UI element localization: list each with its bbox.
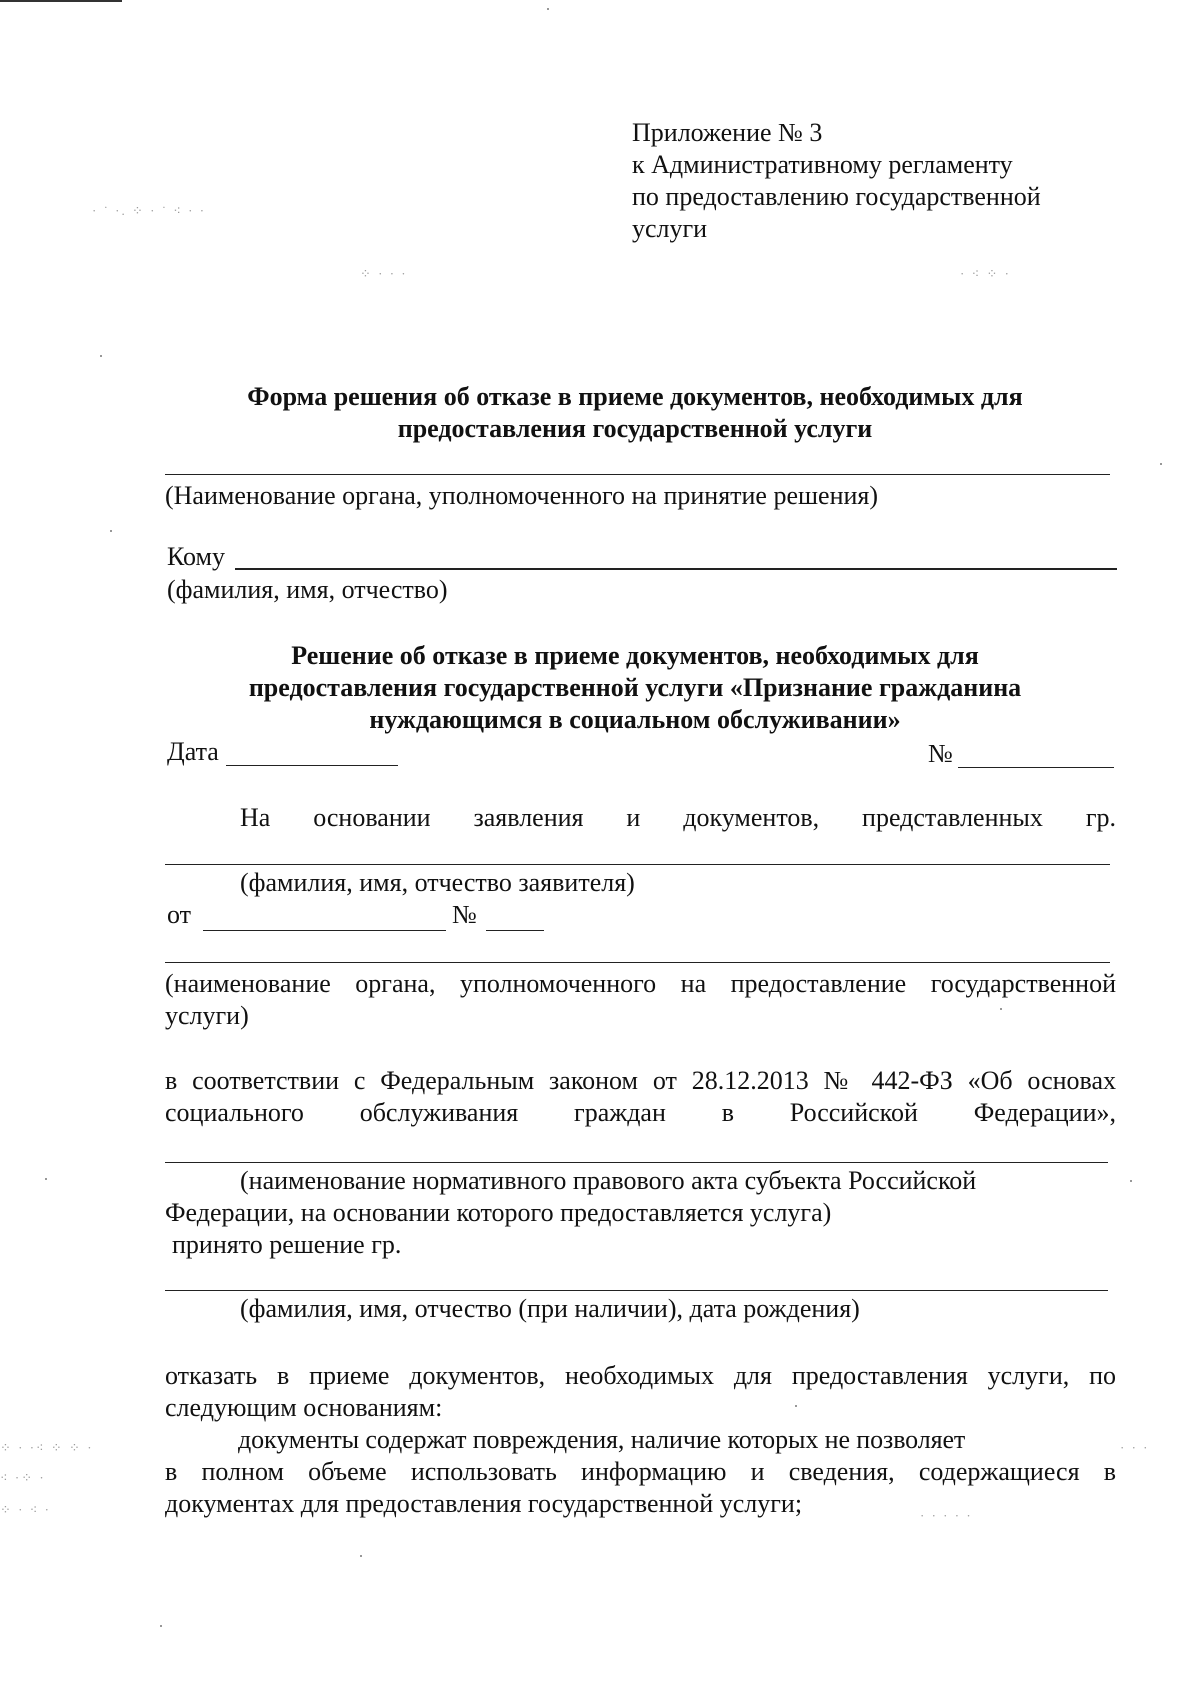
basis-number-line[interactable] <box>486 930 544 931</box>
form-title-line-1: Форма решения об отказе в приеме документов, необходимых для <box>247 382 1023 411</box>
scan-dot <box>100 355 102 357</box>
appendix-line-3: по предоставлению государственной <box>632 182 1041 211</box>
scan-dot <box>45 1178 47 1180</box>
appendix-line-2: к Административному регламенту <box>632 150 1013 179</box>
law-line-2: социального обслуживания граждан в Российской Федерации», <box>165 1098 1116 1127</box>
scan-noise: ⁘ · ·⁖ ⁘ ⁘ · <box>0 1440 94 1455</box>
scan-dot <box>160 1625 162 1627</box>
scan-dot <box>110 530 112 532</box>
scan-noise: · ⁖ ⁘ · <box>960 266 1011 281</box>
refuse-line-1: отказать в приеме документов, необходимых для предоставления услуги, по <box>165 1361 1116 1390</box>
scan-noise: ⁘ · · · <box>360 266 408 281</box>
decision-title <box>150 640 1120 736</box>
scan-noise: · · · · · <box>920 1508 973 1523</box>
reason-line-1: документы содержат повреждения, наличие которых не позволяет <box>238 1425 966 1454</box>
person-line[interactable] <box>165 1290 1108 1291</box>
service-organ-caption-line-2: услуги) <box>165 1001 249 1030</box>
organ-name-line[interactable] <box>165 474 1110 475</box>
reason-line-2: в полном объеме использовать информацию и сведения, содержащиеся в <box>165 1457 1116 1486</box>
decision-title-line-3: нуждающимся в социальном обслуживании» <box>369 705 901 734</box>
scan-dot <box>547 8 549 10</box>
regional-act-caption-line-1: (наименование нормативного правового акта субъекта Российской <box>240 1166 977 1195</box>
form-title-line-2: предоставления государственной услуги <box>397 414 873 443</box>
service-organ-caption-line-1: (наименование органа, уполномоченного на предоставление государственной <box>165 969 1116 998</box>
person-caption: (фамилия, имя, отчество (при наличии), дата рождения) <box>240 1294 860 1323</box>
scan-noise: ⁖ ·⁘ · <box>0 1470 46 1485</box>
number-line[interactable] <box>958 767 1114 768</box>
scan-noise: · · · <box>1120 1440 1150 1455</box>
scan-dot <box>1160 463 1162 465</box>
law-line-1: в соответствии с Федеральным законом от 28.12.2013 № 442-ФЗ «Об основах <box>165 1066 1116 1095</box>
service-organ-line[interactable] <box>165 962 1110 963</box>
to-label: Кому <box>167 542 226 571</box>
form-title <box>150 381 1120 445</box>
decision-title-line-2: предоставления государственной услуги «Признание гражданина <box>248 673 1022 702</box>
basis-number-sign: № <box>452 900 477 929</box>
refuse-line-2: следующим основаниям: <box>165 1393 443 1422</box>
from-date-line[interactable] <box>203 930 446 931</box>
appendix-header <box>632 117 1041 245</box>
scan-dot <box>1130 1180 1132 1182</box>
regional-act-line[interactable] <box>165 1162 1108 1163</box>
scan-dot <box>795 1405 797 1407</box>
scan-dot <box>360 1555 362 1557</box>
to-name-line[interactable] <box>235 568 1117 570</box>
from-label: от <box>167 900 192 929</box>
scan-noise: · ˙ ·. ⁘ · ˙ ⁖ · · <box>92 203 207 218</box>
reason-line-3: документах для предоставления государственной услуги; <box>165 1489 803 1518</box>
number-sign: № <box>928 739 953 768</box>
scan-edge-mark <box>0 0 122 2</box>
date-line[interactable] <box>226 765 398 766</box>
decision-title-line-1: Решение об отказе в приеме документов, необходимых для <box>291 641 979 670</box>
appendix-line-1: Приложение № 3 <box>632 118 823 147</box>
to-caption: (фамилия, имя, отчество) <box>167 575 448 604</box>
scan-noise: ⁘ · ⁖ · <box>0 1502 51 1517</box>
organ-caption: (Наименование органа, уполномоченного на принятие решения) <box>165 481 879 510</box>
date-label: Дата <box>167 737 219 766</box>
decision-made-label: принято решение гр. <box>172 1230 402 1259</box>
scan-dot <box>1000 1008 1002 1010</box>
regional-act-caption-line-2: Федерации, на основании которого предоставляется услуга) <box>165 1198 832 1227</box>
applicant-caption: (фамилия, имя, отчество заявителя) <box>240 868 635 897</box>
appendix-line-4: услуги <box>632 214 708 243</box>
applicant-name-line[interactable] <box>165 864 1110 865</box>
basis-line: На основании заявления и документов, представленных гр. <box>240 803 1116 832</box>
